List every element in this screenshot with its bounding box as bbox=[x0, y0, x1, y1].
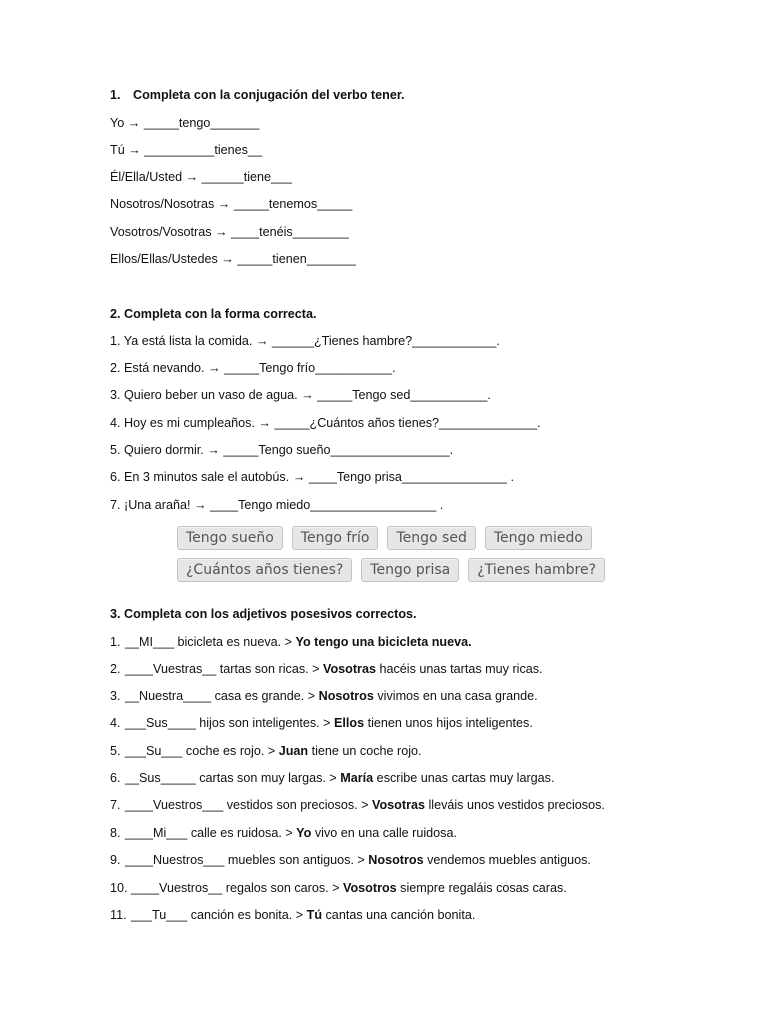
possessive-item bbox=[110, 688, 538, 704]
word-bank-chip[interactable]: Tengo prisa bbox=[361, 558, 459, 582]
conjugation-row: Vosotros/Vosotras → ____tenéis________ bbox=[110, 225, 349, 239]
section1-title: Completa con la conjugación del verbo tener. bbox=[133, 88, 405, 102]
possessive-item bbox=[110, 715, 533, 731]
item-subject: Tú bbox=[306, 908, 323, 922]
item-subject: Vosotras bbox=[372, 798, 425, 812]
section1-heading bbox=[110, 87, 405, 103]
exercise-item: 1. Ya está lista la comida. → ______¿Tienes hambre?____________. bbox=[110, 334, 500, 348]
possessive-item bbox=[110, 825, 457, 841]
conjugation-row: Tú → __________tienes__ bbox=[110, 143, 262, 157]
item-text: __Nuestra____ casa es grande. > bbox=[125, 689, 319, 703]
item-text: ____Vuestros___ vestidos son preciosos. > bbox=[125, 798, 373, 812]
possessive-item bbox=[110, 797, 605, 813]
item-subject: Vosotras bbox=[323, 662, 376, 676]
possessive-item bbox=[110, 634, 472, 650]
section1-number: 1. bbox=[110, 88, 121, 102]
item-text: ___Sus____ hijos son inteligentes. > bbox=[125, 716, 334, 730]
possessive-item bbox=[110, 770, 554, 786]
exercise-item: 3. Quiero beber un vaso de agua. → _____Tengo sed___________. bbox=[110, 388, 491, 402]
exercise-item: 4. Hoy es mi cumpleaños. → _____¿Cuántos años tienes?______________. bbox=[110, 416, 541, 430]
item-number: 11. bbox=[110, 908, 127, 922]
item-number: 4. bbox=[110, 716, 121, 730]
possessive-item bbox=[110, 852, 591, 868]
item-rest: hacéis unas tartas muy ricas. bbox=[375, 662, 543, 676]
item-subject: Yo bbox=[296, 826, 312, 840]
section2-heading: 2. Completa con la forma correcta. bbox=[110, 307, 317, 321]
possessive-item bbox=[110, 907, 475, 923]
possessive-item bbox=[110, 880, 567, 896]
exercise-item: 7. ¡Una araña! → ____Tengo miedo__________________ . bbox=[110, 498, 444, 512]
item-number: 1. bbox=[110, 635, 121, 649]
exercise-item: 2. Está nevando. → _____Tengo frío___________. bbox=[110, 361, 396, 375]
item-subject: Nosotros bbox=[368, 853, 424, 867]
conjugation-row: Ellos/Ellas/Ustedes → _____tienen_______ bbox=[110, 252, 356, 266]
item-rest: vivimos en una casa grande. bbox=[373, 689, 538, 703]
item-text: __Sus_____ cartas son muy largas. > bbox=[125, 771, 341, 785]
item-text: ___Su___ coche es rojo. > bbox=[125, 744, 279, 758]
item-rest: lleváis unos vestidos preciosos. bbox=[424, 798, 605, 812]
word-bank-chip[interactable]: ¿Tienes hambre? bbox=[468, 558, 605, 582]
item-number: 6. bbox=[110, 771, 121, 785]
item-text: __MI___ bicicleta es nueva. > bbox=[125, 635, 296, 649]
word-bank-chip[interactable]: Tengo sed bbox=[387, 526, 475, 550]
item-text: ____Vuestras__ tartas son ricas. > bbox=[125, 662, 323, 676]
item-number: 7. bbox=[110, 798, 121, 812]
item-rest: vendemos muebles antiguos. bbox=[423, 853, 591, 867]
item-number: 5. bbox=[110, 744, 121, 758]
exercise-item: 5. Quiero dormir. → _____Tengo sueño_________________. bbox=[110, 443, 454, 457]
item-subject: Ellos bbox=[334, 716, 365, 730]
item-subject: Nosotros bbox=[318, 689, 374, 703]
conjugation-row: Nosotros/Nosotras → _____tenemos_____ bbox=[110, 197, 353, 211]
item-number: 8. bbox=[110, 826, 121, 840]
item-text: ___Tu___ canción es bonita. > bbox=[131, 908, 307, 922]
item-number: 2. bbox=[110, 662, 121, 676]
item-text: ____Mi___ calle es ruidosa. > bbox=[125, 826, 297, 840]
possessive-item bbox=[110, 743, 422, 759]
possessive-item bbox=[110, 661, 543, 677]
word-bank-chip[interactable]: Tengo miedo bbox=[485, 526, 592, 550]
item-subject: María bbox=[340, 771, 374, 785]
item-rest: tiene un coche rojo. bbox=[308, 744, 422, 758]
item-subject: Juan bbox=[278, 744, 309, 758]
section3-heading: 3. Completa con los adjetivos posesivos correctos. bbox=[110, 607, 417, 621]
item-text: ____Vuestros__ regalos son caros. > bbox=[131, 881, 344, 895]
item-rest: siempre regaláis cosas caras. bbox=[396, 881, 567, 895]
conjugation-row: Él/Ella/Usted → ______tiene___ bbox=[110, 170, 293, 184]
item-subject: Vosotros bbox=[343, 881, 397, 895]
word-bank-row-2 bbox=[177, 558, 605, 582]
item-rest: tienen unos hijos inteligentes. bbox=[364, 716, 533, 730]
item-number: 3. bbox=[110, 689, 121, 703]
item-text: ____Nuestros___ muebles son antiguos. > bbox=[125, 853, 369, 867]
word-bank-chip[interactable]: Tengo sueño bbox=[177, 526, 283, 550]
word-bank-chip[interactable]: Tengo frío bbox=[292, 526, 379, 550]
item-rest: cantas una canción bonita. bbox=[322, 908, 476, 922]
item-rest: vivo en una calle ruidosa. bbox=[311, 826, 457, 840]
conjugation-row: Yo → _____tengo_______ bbox=[110, 116, 260, 130]
item-rest: escribe unas cartas muy largas. bbox=[373, 771, 555, 785]
item-subject: Yo tengo una bicicleta nueva. bbox=[295, 635, 472, 649]
word-bank-chip[interactable]: ¿Cuántos años tienes? bbox=[177, 558, 352, 582]
word-bank-row-1 bbox=[177, 526, 592, 550]
item-number: 10. bbox=[110, 881, 128, 895]
item-number: 9. bbox=[110, 853, 121, 867]
exercise-item: 6. En 3 minutos sale el autobús. → ____Tengo prisa_______________ . bbox=[110, 470, 514, 484]
